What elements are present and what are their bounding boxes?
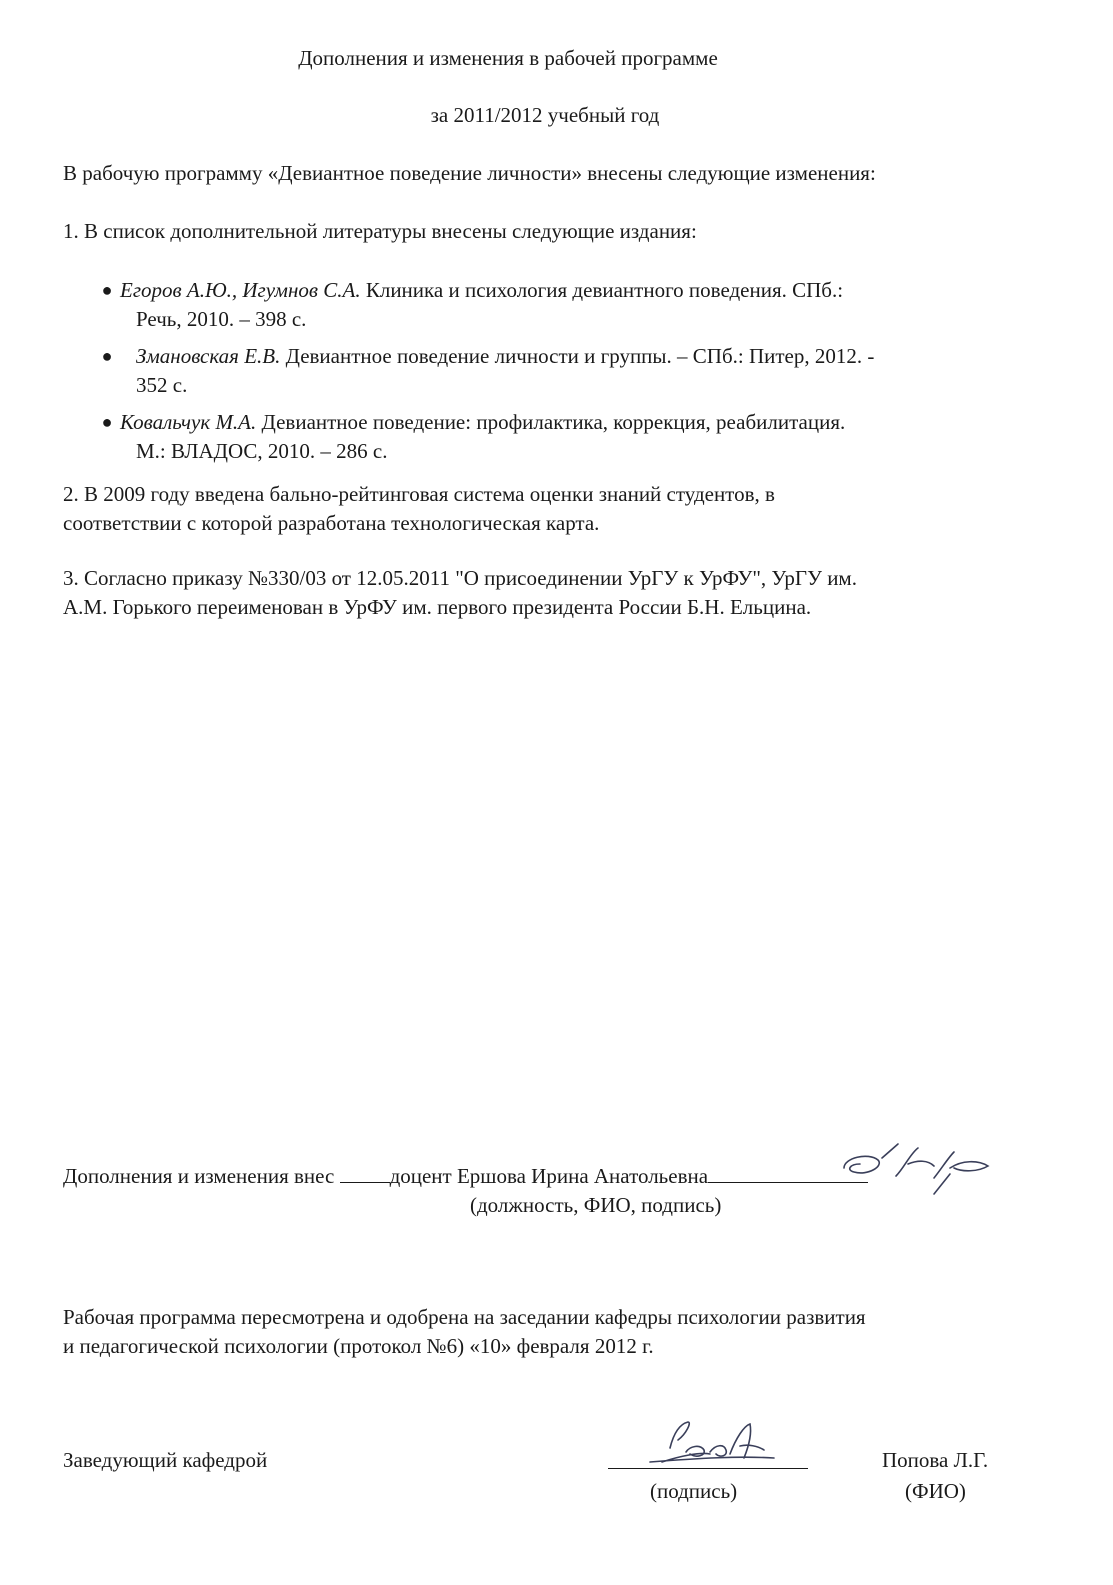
bib-title: Девиантное поведение: профилактика, коррекция, реабилитация. (256, 410, 846, 434)
section-2-paragraph: 2. В 2009 году введена бально-рейтинговая система оценки знаний студентов, в соответствии с которой разработана технологическая карта. (63, 482, 775, 535)
head-name: Попова Л.Г. (882, 1448, 989, 1472)
fio-caption: (ФИО) (905, 1479, 966, 1503)
changes-caption: (должность, ФИО, подпись) (470, 1193, 722, 1217)
bib-author: Змановская Е.В. (136, 344, 281, 368)
bullet-icon: ● (101, 280, 113, 300)
list-item (100, 276, 1060, 334)
changes-label: Дополнения и изменения внес (63, 1164, 340, 1188)
head-label: Заведующий кафедрой (63, 1448, 268, 1472)
intro-paragraph: В рабочую программу «Девиантное поведение личности» внесены следующие изменения: (63, 161, 876, 185)
approval-paragraph: Рабочая программа пересмотрена и одобрена на заседании кафедры психологии развития и педагогической психологии (протокол №6) «10» февраля 2012 г. (63, 1305, 866, 1358)
bib-imprint: Речь, 2010. – 398 с. (136, 307, 307, 331)
bib-author: Егоров А.Ю., Игумнов С.А. (120, 278, 361, 302)
bib-title: Девиантное поведение личности и группы. – СПб.: Питер, 2012. - (280, 344, 875, 368)
list-item (100, 342, 1060, 400)
bullet-icon: ● (101, 346, 113, 366)
author-signature-icon (838, 1138, 998, 1198)
signature-caption: (подпись) (650, 1479, 738, 1503)
bib-title: Клиника и психология девиантного поведения. СПб.: (360, 278, 844, 302)
bib-imprint: 352 с. (136, 373, 188, 397)
bib-imprint: М.: ВЛАДОС, 2010. – 286 с. (136, 439, 388, 463)
list-item (100, 408, 1060, 466)
academic-year: за 2011/2012 учебный год (430, 103, 660, 127)
bullet-icon: ● (101, 412, 113, 432)
section-3-paragraph: 3. Согласно приказу №330/03 от 12.05.2011 "О присоединении УрГУ к УрФУ", УрГУ им. А.М. Горького переименован в УрФУ им. первого президента России Б.Н. Ельцина. (63, 566, 857, 619)
section-1-heading: 1. В список дополнительной литературы внесены следующие издания: (63, 219, 697, 243)
changes-author-line (63, 1162, 868, 1191)
fill-line (340, 1162, 390, 1183)
document-title: Дополнения и изменения в рабочей программе (298, 46, 718, 70)
head-signature-icon (640, 1418, 780, 1470)
bib-author: Ковальчук М.А. (120, 410, 257, 434)
bibliography-list (100, 276, 1060, 474)
changes-author: доцент Ершова Ирина Анатольевна (389, 1164, 709, 1188)
